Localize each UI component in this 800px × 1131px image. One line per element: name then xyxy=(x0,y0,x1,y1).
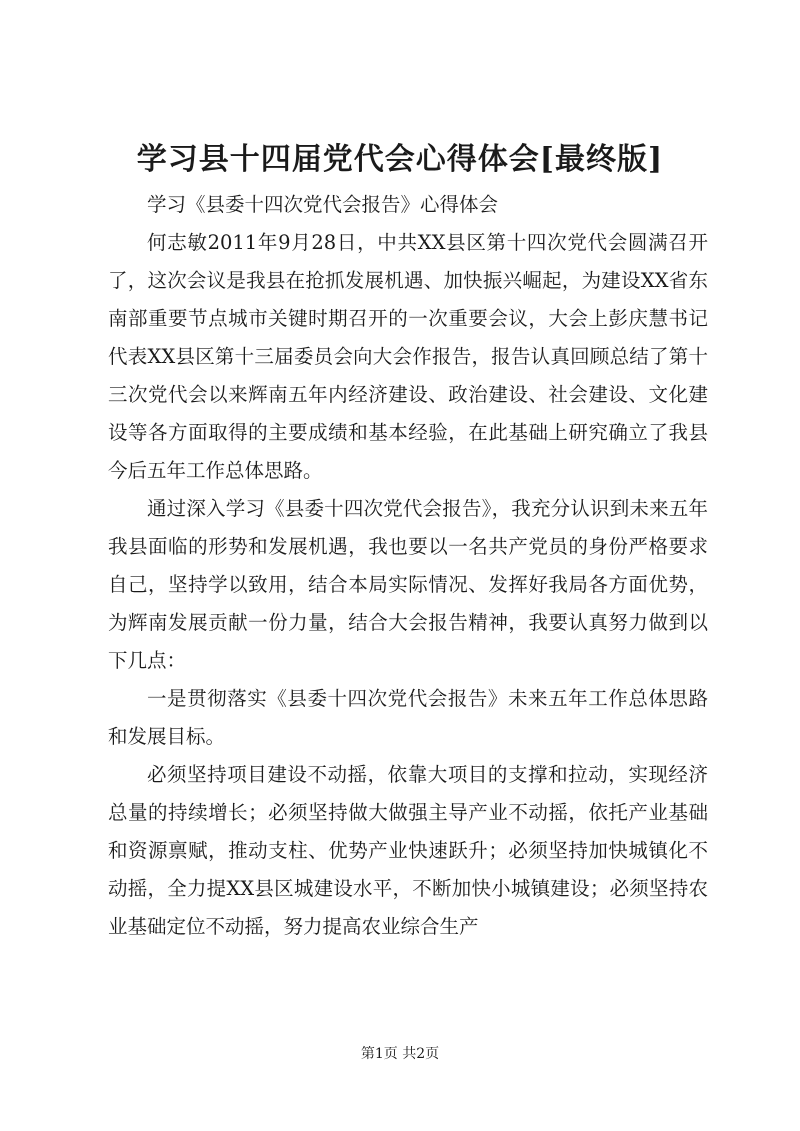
document-title: 学习县十四届党代会心得体会[最终版] xyxy=(136,142,664,177)
body-paragraph: 一是贯彻落实《县委十四次党代会报告》未来五年工作总体思路和发展目标。 xyxy=(108,687,708,748)
page-number-footer: 第1页 共2页 xyxy=(360,1046,440,1062)
body-paragraph: 通过深入学习《县委十四次党代会报告》，我充分认识到未来五年我县面临的形势和发展机遇，我也要以一名共产党员的身份严格要求自己，坚持学以致用，结合本局实际情况、发挥好我局各方面优势，为辉南发展贡献一份力量，结合大会报告精神，我要认真努力做到以下几点： xyxy=(108,497,708,672)
document-body xyxy=(108,186,708,946)
body-paragraph: 何志敏2011年9月28日，中共XX县区第十四次党代会圆满召开了，这次会议是我县在抢抓发展机遇、加快振兴崛起，为建设XX省东南部重要节点城市关键时期召开的一次重要会议，大会上彭庆慧书记代表XX县区第十三届委员会向大会作报告，报告认真回顾总结了第十三次党代会以来辉南五年内经济建设、政治建设、社会建设、文化建设等各方面取得的主要成绩和基本经验，在此基础上研究确立了我县今后五年工作总体思路。 xyxy=(108,231,708,482)
subtitle-paragraph: 学习《县委十四次党代会报告》心得体会 xyxy=(147,193,499,216)
body-paragraph: 必须坚持项目建设不动摇，依靠大项目的支撑和拉动，实现经济总量的持续增长；必须坚持做大做强主导产业不动摇，依托产业基础和资源禀赋，推动支柱、优势产业快速跃升；必须坚持加快城镇化不动摇，全力提XX县区城建设水平，不断加快小城镇建设；必须坚持农业基础定位不动摇，努力提高农业综合生产 xyxy=(108,763,708,938)
